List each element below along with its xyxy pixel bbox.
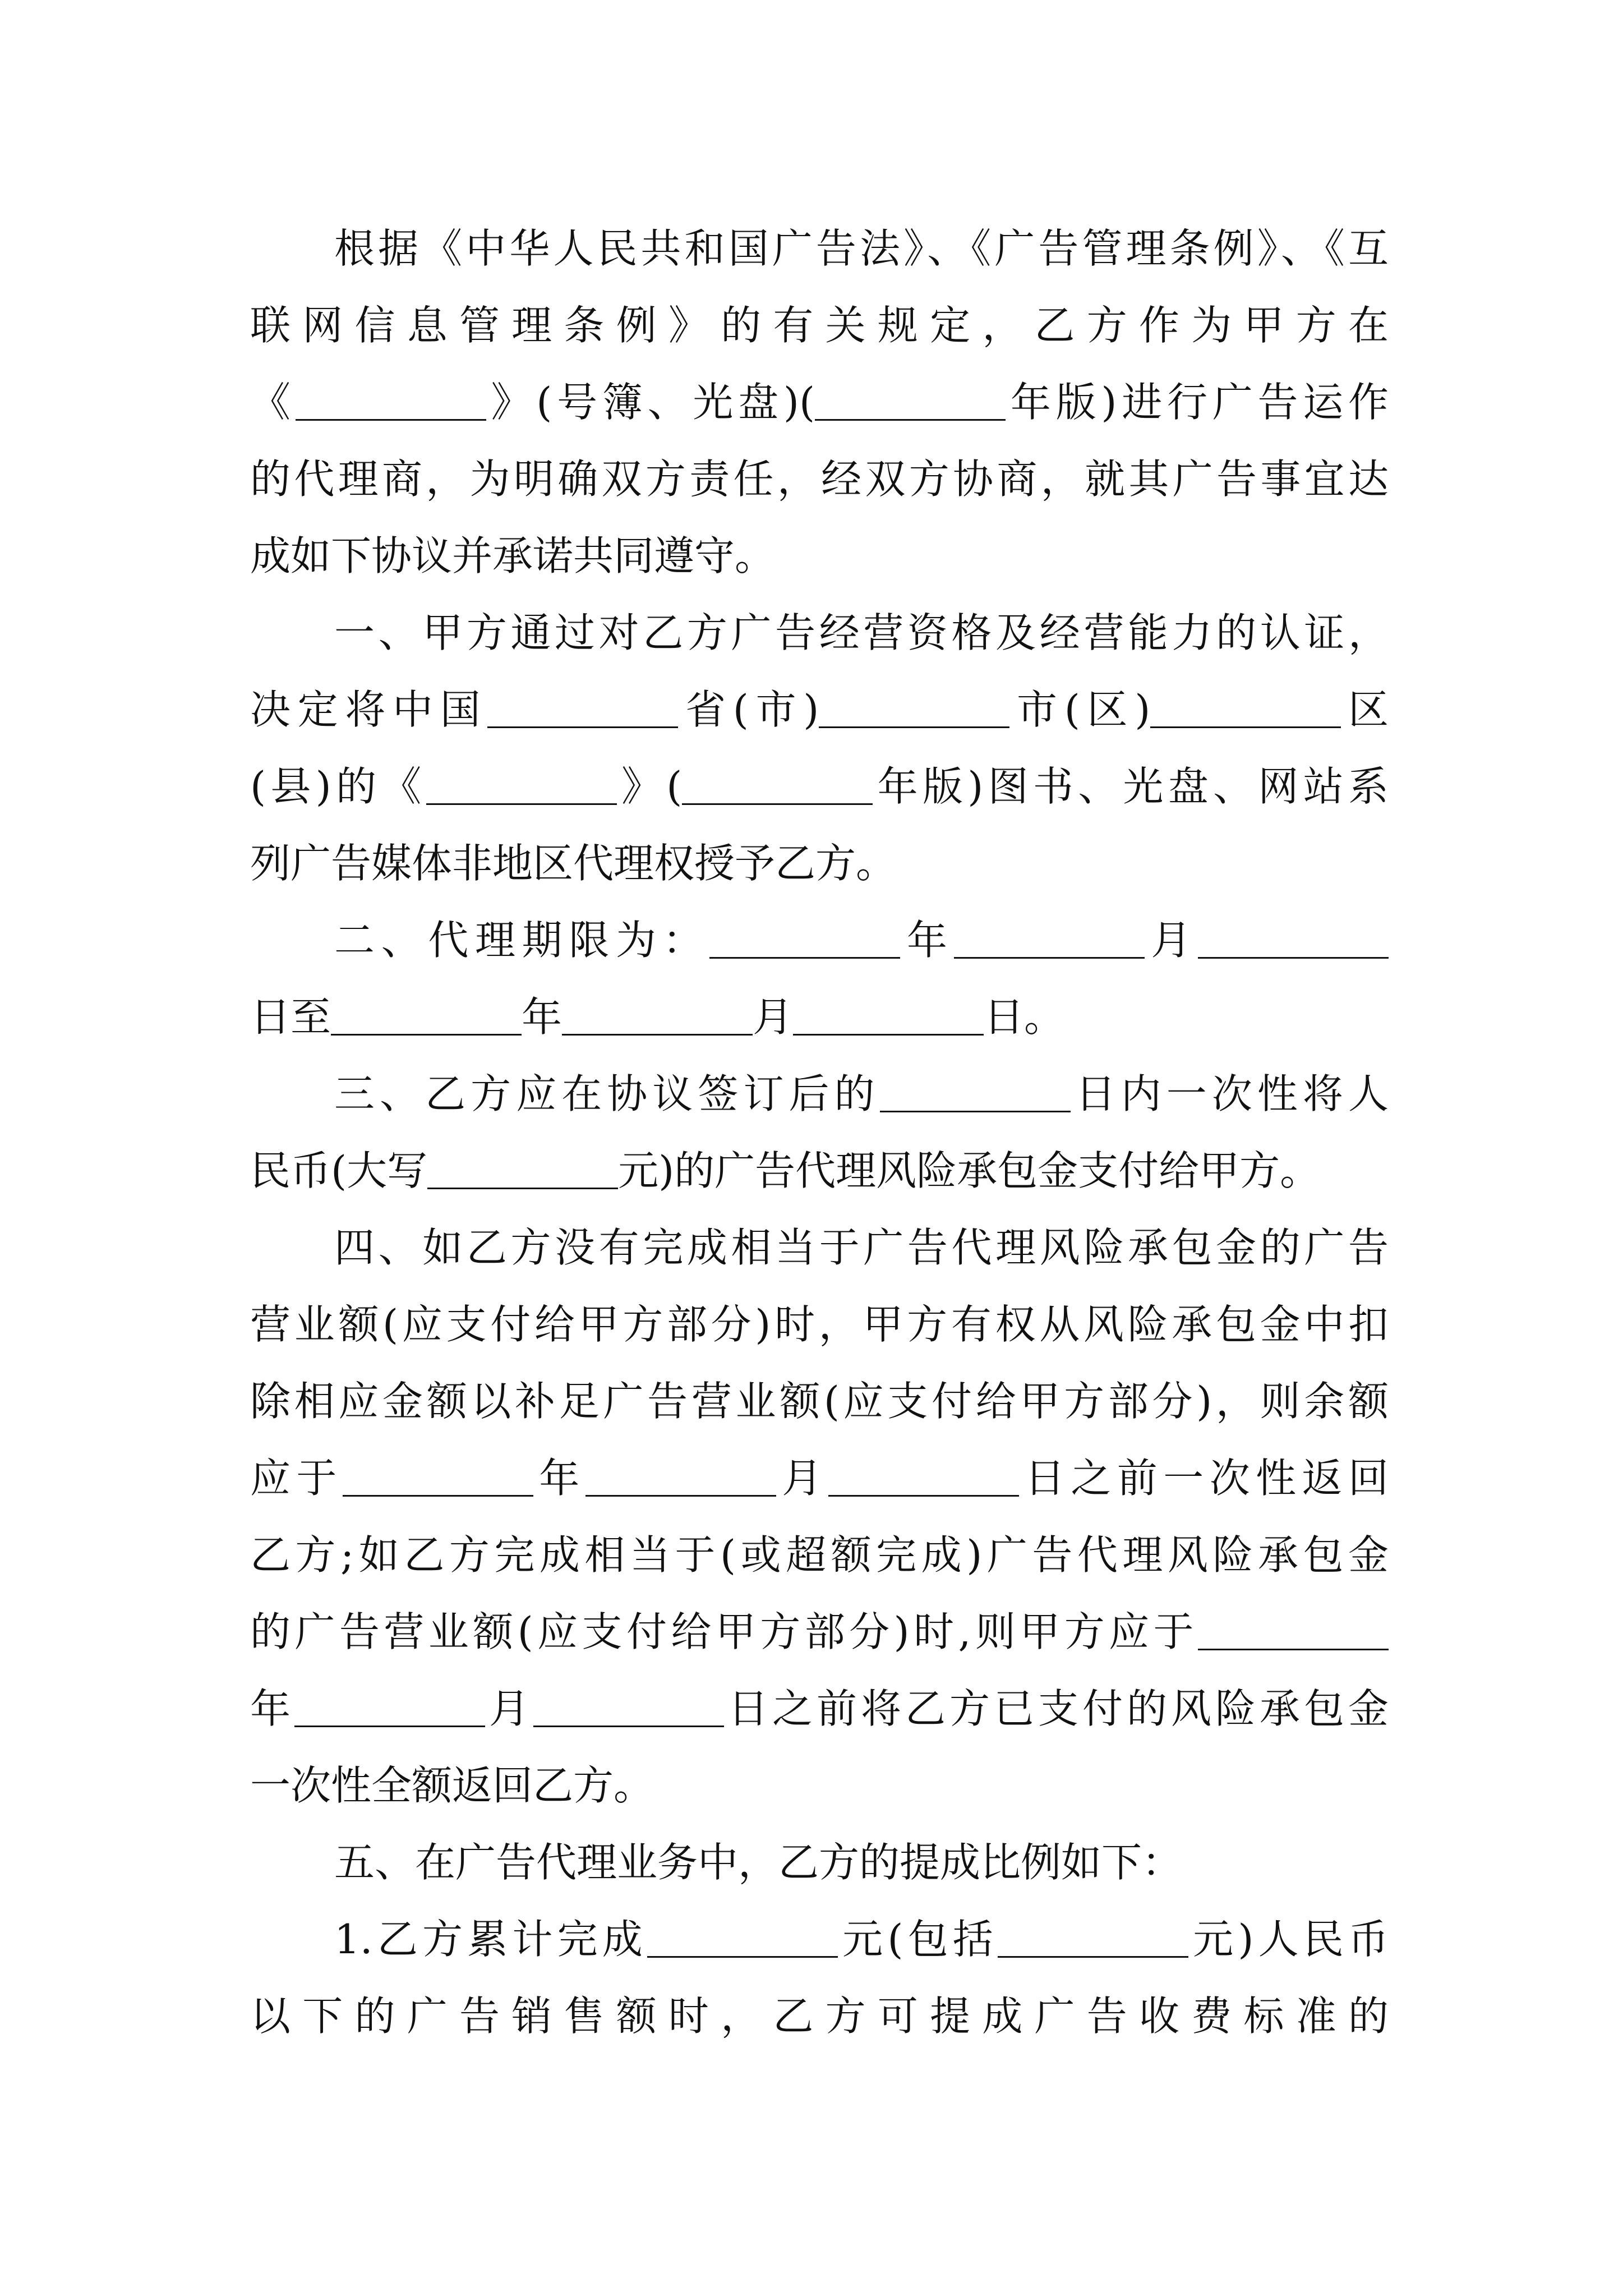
fill-blank <box>296 418 486 421</box>
paragraph-intro-line-1: 根据《中华人民共和国广告法》、《广告管理条例》、《互 <box>334 225 1389 272</box>
fill-blank <box>954 956 1145 959</box>
clause-5-item-1-line-2: 以下的广告销售额时，乙方可提成广告收费标准的 <box>250 1993 1389 2040</box>
clause-4-line-8: 一次性全额返回乙方。 <box>250 1762 654 1809</box>
clause-5-item-1-line-1: 1.乙方累计完成 元(包括 元)人民币 <box>334 1916 1389 1963</box>
fill-blank <box>343 1494 533 1497</box>
clause-5-line-1: 五、在广告代理业务中，乙方的提成比例如下： <box>334 1839 1183 1886</box>
fill-blank <box>427 1187 618 1189</box>
clause-1-line-4: 列广告媒体非地区代理权授予乙方。 <box>250 840 897 887</box>
paragraph-intro-line-5: 成如下协议并承诺共同遵守。 <box>250 532 776 579</box>
clause-4-line-6: 的广告营业额(应支付给甲方部分)时,则甲方应于 <box>250 1594 1389 1671</box>
fill-blank <box>828 1494 1019 1497</box>
clause-2-line-2: 日至 年 月 日。 <box>250 993 1065 1041</box>
clause-4-line-3: 除相应金额以补足广告营业额(应支付给甲方部分)，则余额 <box>250 1378 1389 1425</box>
fill-blank <box>793 1033 984 1036</box>
fill-blank <box>1198 1648 1389 1650</box>
paragraph-intro-line-2: 联网信息管理条例》的有关规定，乙方作为甲方在 <box>250 302 1389 349</box>
fill-blank <box>487 726 678 728</box>
clause-2-line-1: 二、代理期限为： 年 月 <box>250 902 1389 979</box>
clause-3-line-2: 民币(大写 元)的广告代理风险承包金支付给甲方。 <box>250 1147 1321 1194</box>
fill-blank <box>294 1725 485 1727</box>
paragraph-intro-line-4: 的代理商，为明确双方责任，经双方协商，就其广告事宜达 <box>250 455 1389 503</box>
fill-blank <box>998 1955 1188 1958</box>
clause-3-line-1: 三、乙方应在协议签订后的 日内一次性将人 <box>334 1070 1389 1117</box>
clause-1-line-1: 一、甲方通过对乙方广告经营资格及经营能力的认证， <box>334 609 1389 656</box>
fill-blank <box>880 1110 1071 1112</box>
fill-blank <box>682 803 873 805</box>
fill-blank <box>1150 726 1341 728</box>
fill-blank <box>1198 956 1389 959</box>
paragraph-intro-line-3: 《 》(号簿、光盘)( 年版)进行广告运作 <box>250 379 1389 426</box>
clause-4-line-7: 年 月 日之前将乙方已支付的风险承包金 <box>250 1685 1389 1732</box>
fill-blank <box>426 803 617 805</box>
fill-blank <box>815 418 1006 421</box>
clause-4-line-5: 乙方;如乙方完成相当于(或超额完成)广告代理风险承包金 <box>250 1531 1389 1579</box>
fill-blank <box>562 1033 753 1036</box>
clause-1-line-3: (县)的《 》( 年版)图书、光盘、网站系 <box>250 763 1389 810</box>
clause-4-line-1: 四、如乙方没有完成相当于广告代理风险承包金的广告 <box>334 1224 1389 1271</box>
clause-1-line-2: 决定将中国 省(市) 市(区) 区 <box>250 686 1389 733</box>
clause-4-line-4: 应于 年 月 日之前一次性返回 <box>250 1455 1389 1502</box>
fill-blank <box>533 1725 724 1727</box>
fill-blank <box>819 726 1009 728</box>
fill-blank <box>331 1033 522 1036</box>
fill-blank <box>647 1955 838 1958</box>
clause-4-line-2: 营业额(应支付给甲方部分)时，甲方有权从风险承包金中扣 <box>250 1301 1389 1348</box>
contract-page <box>250 210 1389 2055</box>
fill-blank <box>585 1494 776 1497</box>
fill-blank <box>709 956 900 959</box>
